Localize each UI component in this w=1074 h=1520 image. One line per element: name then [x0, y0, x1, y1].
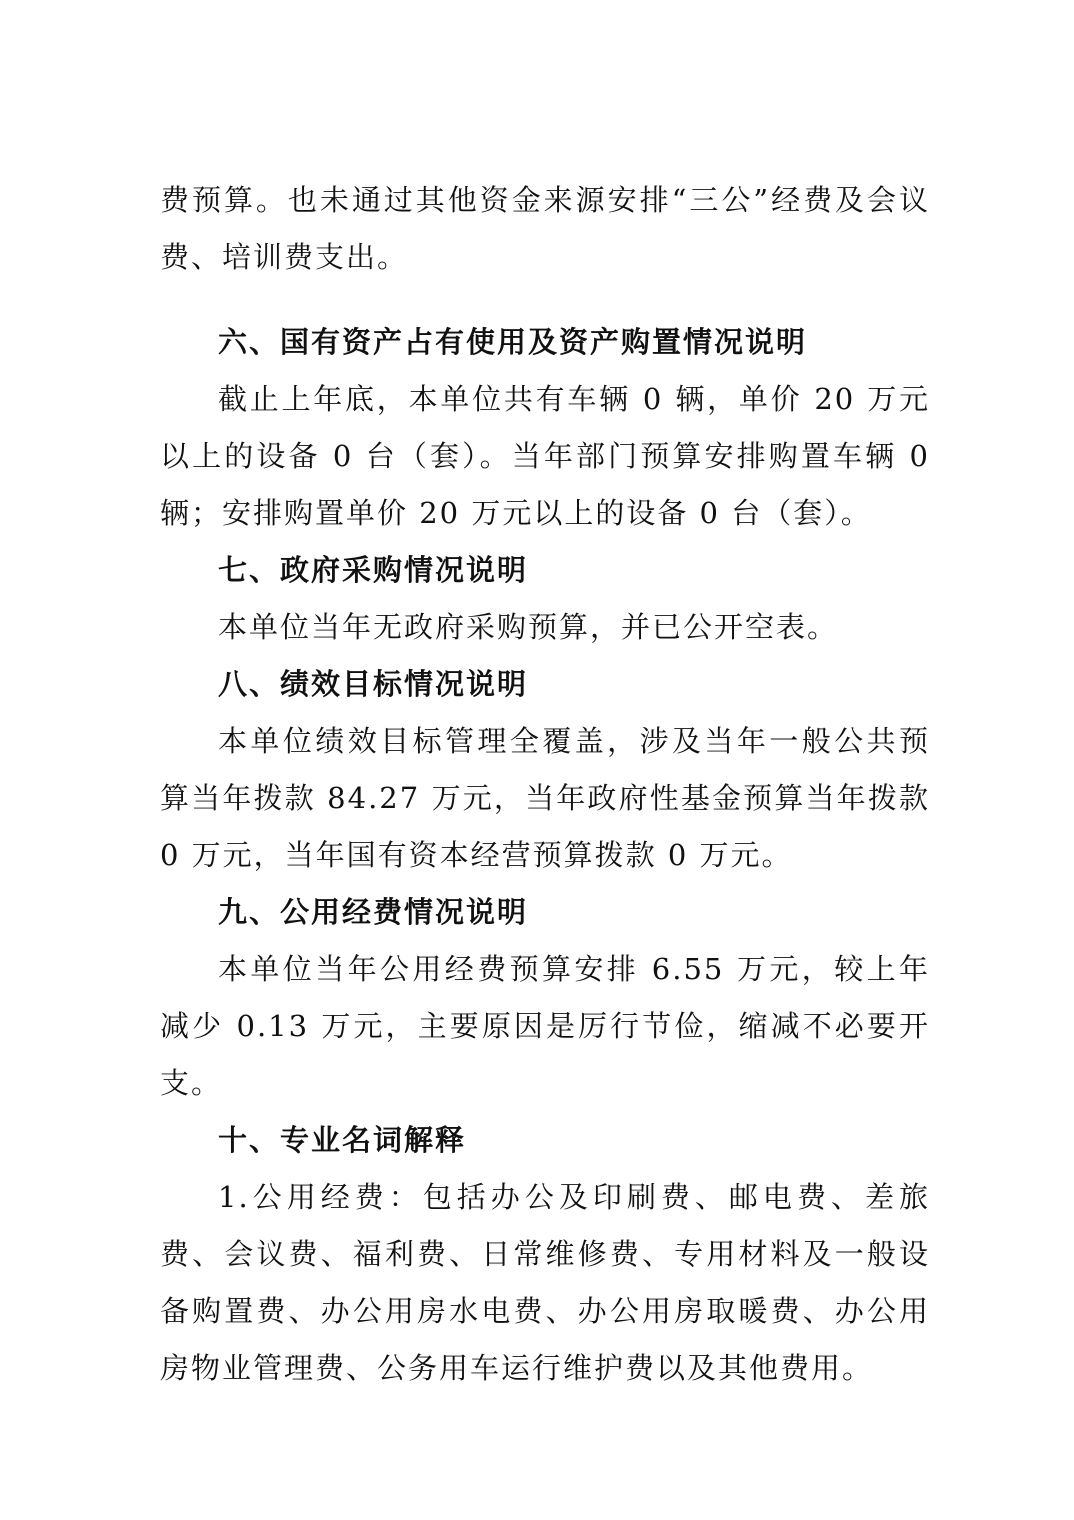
section-spacer	[160, 286, 930, 314]
performance-paragraph: 本单位绩效目标管理全覆盖，涉及当年一般公共预算当年拨款 84.27 万元，当年政府性基金预算当年拨款 0 万元，当年国有资本经营预算拨款 0 万元。	[160, 724, 930, 872]
public-funds-heading: 九、公用经费情况说明	[218, 895, 529, 929]
document-body	[160, 172, 930, 1397]
performance-heading: 八、绩效目标情况说明	[218, 667, 529, 701]
procurement-paragraph: 本单位当年无政府采购预算，并已公开空表。	[218, 610, 839, 644]
assets-heading: 六、国有资产占有使用及资产购置情况说明	[218, 325, 808, 359]
procurement-heading: 七、政府采购情况说明	[218, 553, 529, 587]
glossary-paragraph: 1.公用经费：包括办公及印刷费、邮电费、差旅费、会议费、福利费、日常维修费、专用材料及一般设备购置费、办公用房水电费、办公用房取暖费、办公用房物业管理费、公务用车运行维护费以及其他费用。	[160, 1180, 930, 1385]
public-funds-paragraph: 本单位当年公用经费预算安排 6.55 万元，较上年减少 0.13 万元，主要原因是厉行节俭，缩减不必要开支。	[160, 952, 930, 1100]
glossary-heading: 十、专业名词解释	[218, 1123, 467, 1157]
assets-paragraph: 截止上年底，本单位共有车辆 0 辆，单价 20 万元以上的设备 0 台（套）。当年部门预算安排购置车辆 0 辆；安排购置单价 20 万元以上的设备 0 台（套）。	[160, 382, 930, 530]
intro-paragraph: 费预算。也未通过其他资金来源安排“三公”经费及会议费、培训费支出。	[160, 183, 930, 274]
